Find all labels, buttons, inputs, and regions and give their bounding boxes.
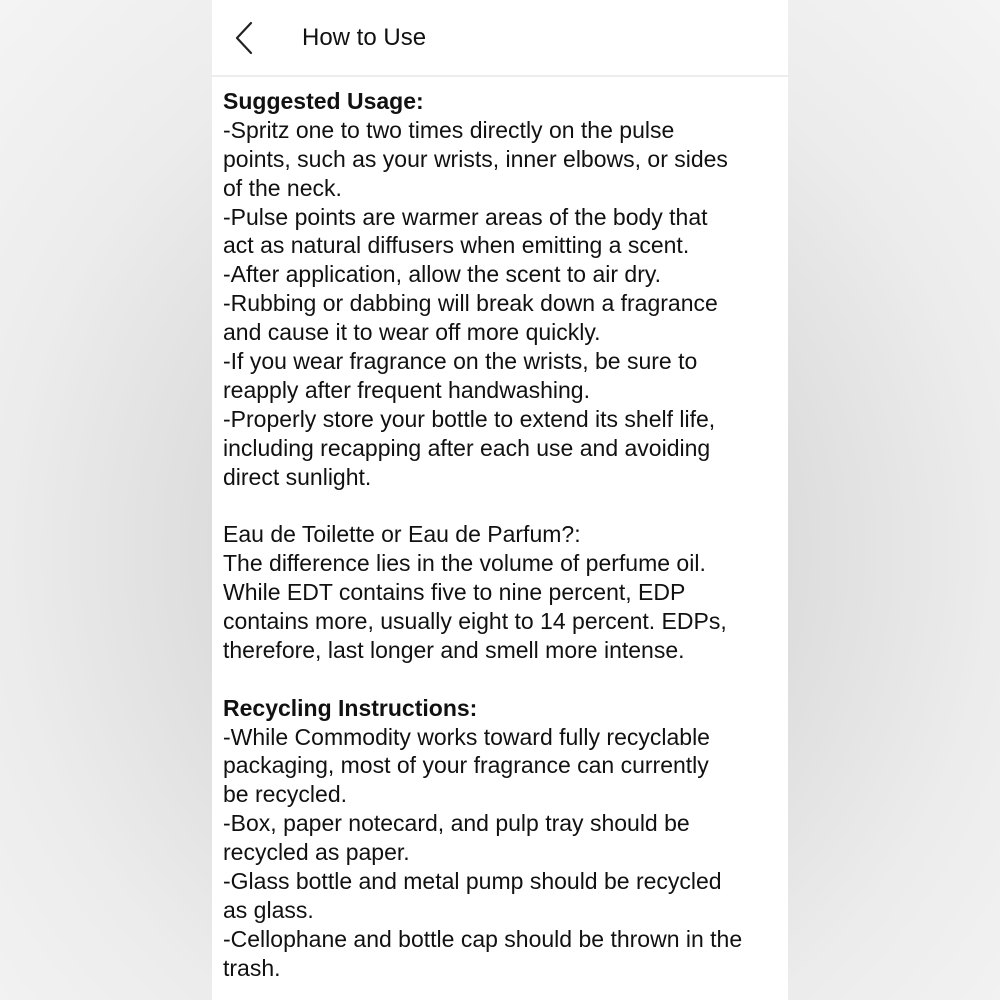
paragraph-gap <box>223 491 783 520</box>
text-line: -Rubbing or dabbing will break down a fragrance <box>223 290 718 317</box>
text-line: -Spritz one to two times directly on the pulse <box>223 116 675 143</box>
paragraph-gap <box>223 665 783 694</box>
text-line: The difference lies in the volume of perfume oil. <box>223 550 706 577</box>
section-heading: Recycling Instructions: <box>223 694 478 721</box>
usage-content <box>223 87 783 983</box>
text-line: points, such as your wrists, inner elbows, or sides <box>223 145 728 172</box>
page-title: How to Use <box>302 24 427 51</box>
suggested-usage-section <box>223 87 783 491</box>
text-line: as glass. <box>223 896 314 923</box>
text-line: and cause it to wear off more quickly. <box>223 319 601 346</box>
text-line: -While Commodity works toward fully recyclable <box>223 723 710 750</box>
text-line: -Pulse points are warmer areas of the body that <box>223 203 708 230</box>
text-line: -If you wear fragrance on the wrists, be sure to <box>223 348 698 375</box>
chevron-left-icon <box>234 21 254 55</box>
text-line: therefore, last longer and smell more intense. <box>223 636 685 663</box>
text-line: including recapping after each use and avoiding <box>223 434 711 461</box>
section-heading: Eau de Toilette or Eau de Parfum?: <box>223 521 581 548</box>
text-line: recycled as paper. <box>223 839 410 866</box>
text-line: -Cellophane and bottle cap should be thrown in the <box>223 925 743 952</box>
back-button[interactable] <box>226 16 262 60</box>
text-line: trash. <box>223 954 281 981</box>
edt-edp-section <box>223 520 783 664</box>
screen <box>212 0 788 1000</box>
text-line: direct sunlight. <box>223 463 372 490</box>
text-line: contains more, usually eight to 14 percent. EDPs, <box>223 608 727 635</box>
recycling-section <box>223 694 783 983</box>
text-line: -Properly store your bottle to extend its shelf life, <box>223 405 716 432</box>
text-line: -Box, paper notecard, and pulp tray should be <box>223 810 690 837</box>
text-line: of the neck. <box>223 174 342 201</box>
text-line: While EDT contains five to nine percent, EDP <box>223 579 686 606</box>
text-line: -After application, allow the scent to air dry. <box>223 261 662 288</box>
section-heading: Suggested Usage: <box>223 88 424 114</box>
text-line: reapply after frequent handwashing. <box>223 376 590 403</box>
text-line: -Glass bottle and metal pump should be recycled <box>223 868 722 895</box>
text-line: be recycled. <box>223 781 348 808</box>
text-line: act as natural diffusers when emitting a scent. <box>223 232 690 259</box>
top-app-bar <box>212 0 788 77</box>
text-line: packaging, most of your fragrance can currently <box>223 752 709 779</box>
